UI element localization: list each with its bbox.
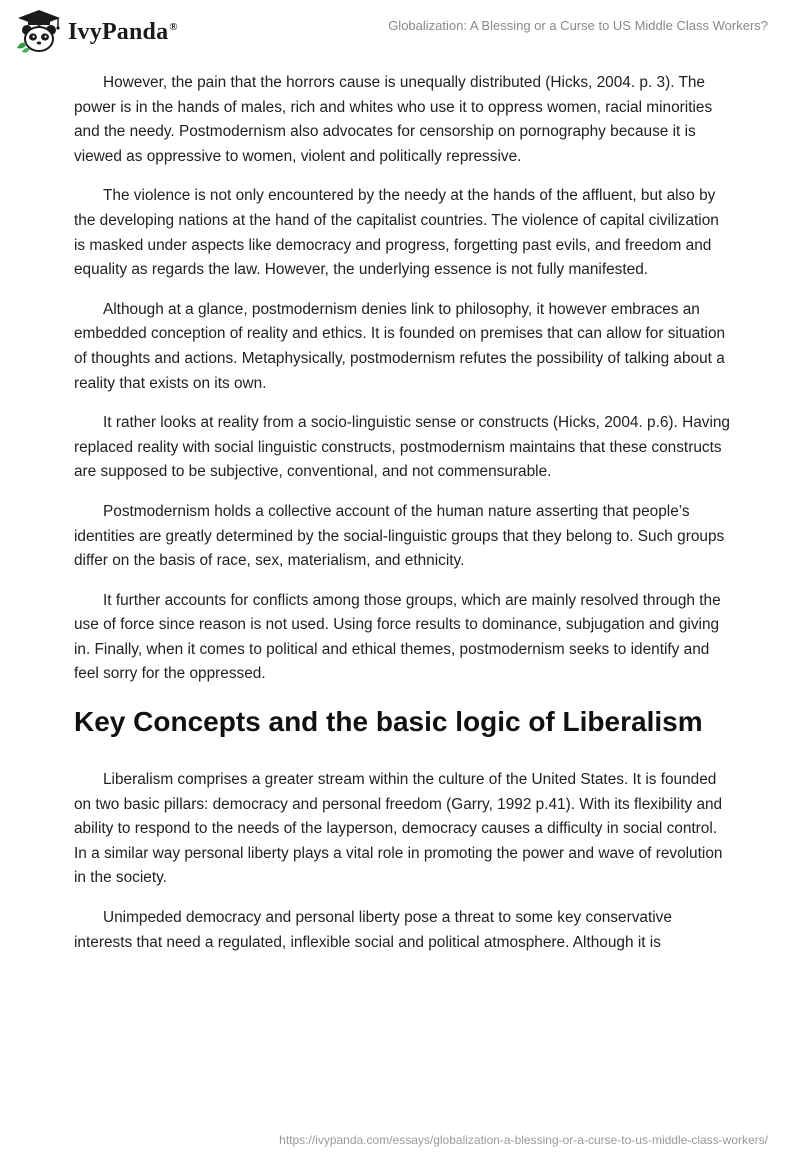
paragraph: It rather looks at reality from a socio-linguistic sense or constructs (Hicks, 2004. p.6). Having replaced reality with social linguistic constructs, postmodernism maintains that these constructs are supposed to be subjective, conventional, and not commensurable. bbox=[74, 414, 730, 481]
brand-name: IvyPanda® bbox=[68, 18, 178, 45]
ivypanda-logo[interactable] bbox=[14, 8, 178, 54]
article-body bbox=[74, 71, 734, 970]
source-url[interactable]: https://ivypanda.com/essays/globalization-a-blessing-or-a-curse-to-us-middle-class-workers/ bbox=[279, 1133, 768, 1147]
paragraph: Although at a glance, postmodernism denies link to philosophy, it however embraces an embedded conception of reality and ethics. It is founded on premises that can allow for situation of thoughts and actions. Metaphysically, postmodernism refutes the possibility of talking about a reality that exists on its own. bbox=[74, 300, 726, 392]
panda-graduate-icon bbox=[14, 8, 64, 54]
paragraph: The violence is not only encountered by the needy at the hands of the affluent, but also by the developing nations at the hand of the capitalist countries. The violence of capital civilization is masked under aspects like democracy and progress, forgetting past evils, and freedom and equality as regards the law. However, the underlying essence is not fully manifested. bbox=[74, 187, 719, 279]
paragraph: However, the pain that the horrors cause is unequally distributed (Hicks, 2004. p. 3). The power is in the hands of males, rich and whites who use it to oppress women, racial minorities and the needy. Postmodernism also advocates for censorship on pornography because it is viewed as oppressive to women, violent and politically repressive. bbox=[74, 74, 713, 165]
paragraph: It further accounts for conflicts among those groups, which are mainly resolved through the use of force since reason is not used. Using force results to dominance, subjugation and giving in. Finally, when it comes to political and ethical themes, postmodernism seeks to identify and feel sorry for the oppressed. bbox=[74, 591, 721, 683]
paragraph: Liberalism comprises a greater stream within the culture of the United States. It is founded on two basic pillars: democracy and personal freedom (Garry, 1992 p.41). With its flexibility and ability to respond to the needs of the layperson, democracy causes a difficulty in social control. In a similar way personal liberty plays a vital role in promoting the power and wave of revolution in the society. bbox=[74, 771, 723, 887]
document-title: Globalization: A Blessing or a Curse to US Middle Class Workers? bbox=[388, 18, 768, 33]
paragraph: Unimpeded democracy and personal liberty pose a threat to some key conservative interests that need a regulated, inflexible social and political atmosphere. Although it is bbox=[74, 909, 672, 951]
section-heading: Key Concepts and the basic logic of Liberalism bbox=[74, 706, 703, 738]
page-header bbox=[0, 0, 800, 62]
paragraph: Postmodernism holds a collective account of the human nature asserting that people’s identities are greatly determined by the social-linguistic groups that they belong to. Such groups differ on the basis of race, sex, materialism, and ethnicity. bbox=[74, 502, 725, 570]
